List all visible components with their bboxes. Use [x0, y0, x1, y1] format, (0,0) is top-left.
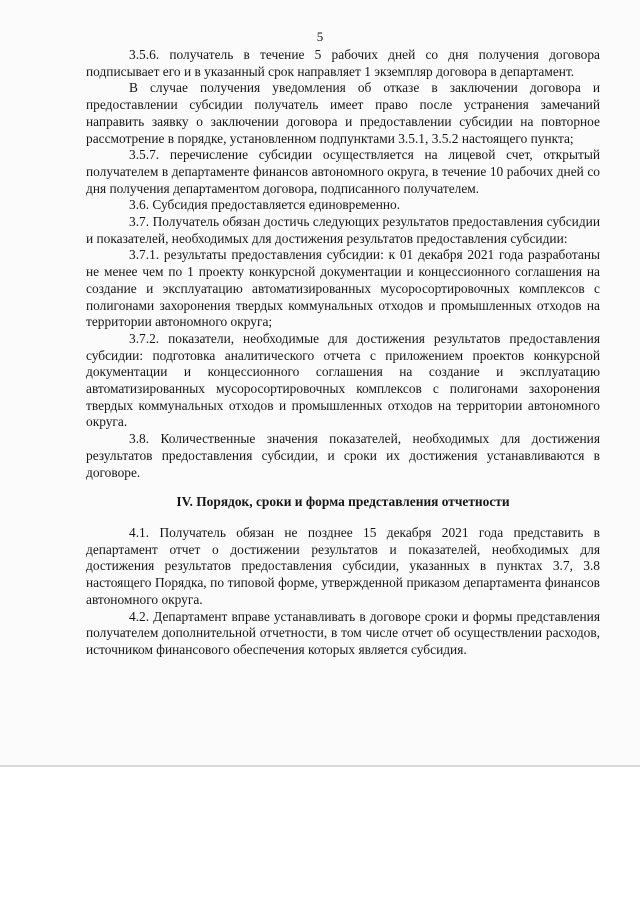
paragraph-3-8: 3.8. Количественные значения показателей, необходимых для достижения результатов предоставления субсидии, и сроки их достижения устанавливаются в договоре.	[86, 431, 600, 480]
paragraph-3-6: 3.6. Субсидия предоставляется единовременно.	[129, 197, 401, 213]
paragraph-3-7-1: 3.7.1. результаты предоставления субсидии: к 01 декабря 2021 года разработаны не менее чем по 1 проекту конкурсной документации и концессионного соглашения на создание и эксплуатацию автоматизированных мусоросортировочных комплексов с полигонами захоронения твердых коммунальных отходов и промышленных отходов на территории автономного округа;	[86, 247, 600, 330]
paragraph-4-2: 4.2. Департамент вправе устанавливать в договоре сроки и формы представления получателем дополнительной отчетности, в том числе отчет об осуществлении расходов, источником финансового обеспечения которых является субсидия.	[86, 608, 600, 657]
paragraph-3-7-2: 3.7.2. показатели, необходимые для достижения результатов предоставления субсидии: подготовка аналитического отчета с приложением проектов конкурсной документации и концессионного соглашения на создание и эксплуатацию автоматизированных мусоросортировочных комплексов с полигонами захоронения твердых коммунальных отходов и промышленных отходов на территории автономного округа.	[86, 330, 600, 430]
page-number: 5	[316, 29, 324, 44]
paragraph-4-1: 4.1. Получатель обязан не позднее 15 декабря 2021 года представить в департамент отчет о достижении результатов и показателей, необходимых для достижения результатов предоставления субсидии, указанных в пунктах 3.7, 3.8 настоящего Порядка, по типовой форме, утвержденной приказом департамента финансов автономного округа.	[86, 524, 600, 607]
section-heading: IV. Порядок, сроки и форма представления отчетности	[176, 494, 510, 510]
paragraph-refusal-notice: В случае получения уведомления об отказе в заключении договора и предоставлении субсидии получатель имеет право после устранения замечаний направить заявку о заключении договора и предоставлении субсидии на повторное рассмотрение в порядке, установленном подпунктами 3.5.1, 3.5.2 настоящего пункта;	[86, 80, 600, 146]
paragraph-3-7: 3.7. Получатель обязан достичь следующих результатов предоставления субсидии и показателей, необходимых для достижения результатов предоставления субсидии:	[86, 214, 600, 246]
paragraph-3-5-6: 3.5.6. получатель в течение 5 рабочих дней со дня получения договора подписывает его и в указанный срок направляет 1 экземпляр договора в департамент.	[86, 47, 600, 79]
paragraph-3-5-7: 3.5.7. перечисление субсидии осуществляется на лицевой счет, открытый получателем в департаменте финансов автономного округа, в течение 10 рабочих дней со дня получения департаментом договора, подписанного получателем.	[86, 147, 600, 196]
document-body	[86, 47, 600, 659]
